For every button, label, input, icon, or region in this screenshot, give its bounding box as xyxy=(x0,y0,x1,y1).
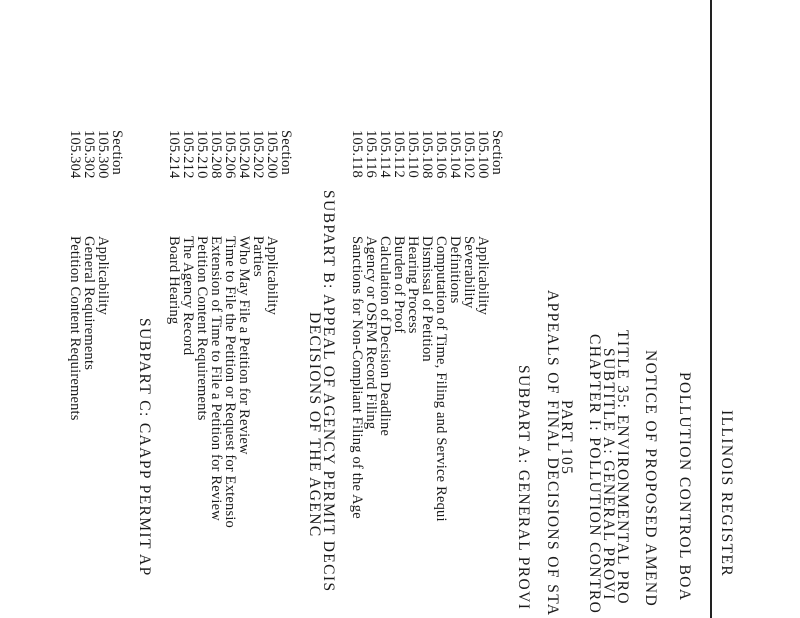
section-number: 105.202 xyxy=(250,130,266,179)
section-number: 105.118 xyxy=(349,130,365,178)
section-number: 105.100 xyxy=(475,130,491,179)
subpart-c-section-label: Section xyxy=(109,130,125,175)
section-title: Applicability xyxy=(95,236,111,316)
section-number: 105.212 xyxy=(180,130,196,179)
section-number: 105.116 xyxy=(363,130,379,178)
section-title: Petition Content Requirements xyxy=(67,236,83,421)
section-number: 105.210 xyxy=(194,130,210,179)
section-number: 105.114 xyxy=(377,130,393,178)
board-name: POLLUTION CONTROL BOA xyxy=(676,372,693,602)
part-line: PART 105 xyxy=(558,400,575,476)
section-number: 105.108 xyxy=(419,130,435,179)
header-rule xyxy=(710,0,712,618)
section-number: 105.208 xyxy=(208,130,224,179)
section-title: Calculation of Decision Deadline xyxy=(377,236,393,437)
subpart-b-heading-line2: DECISIONS OF THE AGENC xyxy=(306,312,323,538)
subtitle-line: SUBTITLE A: GENERAL PROVI xyxy=(600,348,617,601)
section-title: Time to File the Petition or Request for Extensio xyxy=(222,236,238,528)
section-title: Definitions xyxy=(447,236,463,304)
section-number: 105.200 xyxy=(264,130,280,179)
section-title: The Agency Record xyxy=(180,236,196,356)
section-title: Sanctions for Non-Compliant Filing of the Age xyxy=(349,236,365,519)
section-title: Board Hearing xyxy=(166,236,182,325)
section-number: 105.110 xyxy=(405,130,421,178)
section-title: Parties xyxy=(250,236,266,277)
section-number: 105.106 xyxy=(433,130,449,179)
subpart-b-section-label: Section xyxy=(278,130,294,175)
section-title: Burden of Proof xyxy=(391,236,407,334)
section-title: Agency or OSFM Record Filing xyxy=(363,236,379,430)
subpart-a-heading: SUBPART A: GENERAL PROVI xyxy=(515,365,532,611)
title-line: TITLE 35: ENVIRONMENTAL PRO xyxy=(614,330,631,605)
section-title: Who May File a Petition for Review xyxy=(236,236,252,455)
section-number: 105.102 xyxy=(461,130,477,179)
section-title: Hearing Process xyxy=(405,236,421,334)
chapter-line: CHAPTER I: POLLUTION CONTRO xyxy=(586,334,603,615)
section-title: Applicability xyxy=(475,236,491,316)
section-number: 105.204 xyxy=(236,130,252,179)
section-title: Extension of Time to File a Petition for Review xyxy=(208,236,224,521)
subpart-a-section-label: Section xyxy=(489,130,505,175)
section-title: Dismissal of Petition xyxy=(419,236,435,362)
section-title: General Requirements xyxy=(81,236,97,371)
section-number: 105.206 xyxy=(222,130,238,179)
section-number: 105.300 xyxy=(95,130,111,179)
subpart-b-heading-line1: SUBPART B: APPEAL OF AGENCY PERMIT DECIS xyxy=(320,190,337,593)
section-number: 105.304 xyxy=(67,130,83,179)
section-title: Computation of Time, Filing and Service Requi xyxy=(433,236,449,522)
notice-heading: NOTICE OF PROPOSED AMEND xyxy=(642,350,659,608)
section-title: Applicability xyxy=(264,236,280,316)
part-title: APPEALS OF FINAL DECISIONS OF STA xyxy=(544,290,561,617)
section-number: 105.214 xyxy=(166,130,182,179)
section-title: Petition Content Requirements xyxy=(194,236,210,421)
section-number: 105.112 xyxy=(391,130,407,178)
section-number: 105.302 xyxy=(81,130,97,179)
subpart-c-heading: SUBPART C: CAAPP PERMIT AP xyxy=(136,318,153,577)
section-number: 105.104 xyxy=(447,130,463,179)
section-title: Severability xyxy=(461,236,477,309)
register-title: ILLINOIS REGISTER xyxy=(718,410,735,578)
